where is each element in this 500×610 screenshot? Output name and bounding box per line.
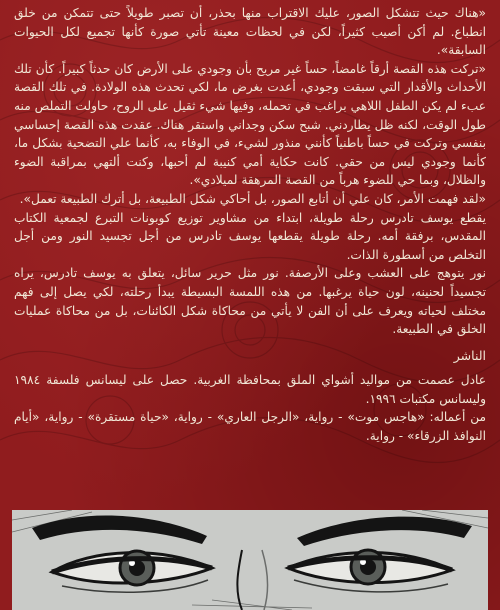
excerpt-paragraph-1: «هناك حيث تتشكل الصور، عليك الاقتراب منها بحذر، أن تصبر طويلاً حتى تتمكن من خلق انطباع. لم أكن أصيب كثيراً، لكن في لحظات معينة تأتي صورة كأنها تجميع لكل الحيوات السابقة». <box>14 6 486 58</box>
author-works: من أعماله: «هاجس موت» - رواية، «الرجل العاري» - رواية، «حياة مستقرة» - رواية، «أيام النوافذ الزرقاء» - رواية. <box>14 410 486 444</box>
synopsis-paragraph-2: نور يتوهج على العشب وعلى الأرصفة. نور مثل حرير سائل، يتعلق به يوسف تادرس، يراه تجسيداً لحنينه، لون حياة يرغبها. من هذه اللمسة البسيطة يبدأ رحلته، لكي يصل إلى فهم مختلف لحياته ويعرف على أن الفن لا يأتي من محاكاة شكل الكائنات، بل من محاكاة عمليات الخلق في الطبيعة. <box>14 266 486 337</box>
excerpt-paragraph-3: «لقد فهمت الأمر، كان علي أن أتابع الصور، بل أحاكي شكل الطبيعة، بل أترك الطبيعة تعمل». <box>19 191 486 206</box>
publisher-label: الناشر <box>453 347 486 363</box>
excerpt-paragraph-2: «تركت هذه القصة أرقاً غامضاً، حساً غير مريح بأن وجودي على الأرض كان حدثاً كبيراً. كأن تلك الأحداث والأقدار التي سبقت وجودي، أعدت بغرض ما، لكي تحدث هذه الولادة. في تلك القصة عبء لم يكن الطفل اللاهي براغب في تحمله، وفيها شيء ثقيل على الروح، حاولت التملص منه طول الوقت، لكنه ظل يطاردني. شبح سكن وجداني واستقر هناك. عقدت هذه القصة إحساسي بنفسي وتركت في حساً باطنياً كأنني منذور لشيء، في الوفاء به، كأنما علي التضحية بشكل ما، كأنما وجودي ليس من حقي. كانت حكاية أمي كنيبة لم أحبها، وكنت ألتهي بمراقبة الضوء والظلال، وبما حي للضوء هرباً من القصة المرهقة لميلادي». <box>14 61 486 188</box>
cover-illustration-eyes <box>12 510 488 610</box>
author-bio: عادل عصمت من مواليد أشواي الملق بمحافظة الغربية. حصل على ليسانس فلسفة ١٩٨٤ وليسانس مكتبات ١٩٩٦. <box>14 373 486 406</box>
synopsis-paragraph-1: يقطع يوسف تادرس رحلة طويلة، ابتداء من مشاوير توزيع كوبونات التبرع لجمعية الكتاب المقدس، برفقة أمه. رحلة طويلة يقطعها يوسف تادرس من أجل تجسيد النور ومن أجل التخلص من أسطورة الذات. <box>14 210 486 262</box>
back-cover-text <box>14 4 486 446</box>
